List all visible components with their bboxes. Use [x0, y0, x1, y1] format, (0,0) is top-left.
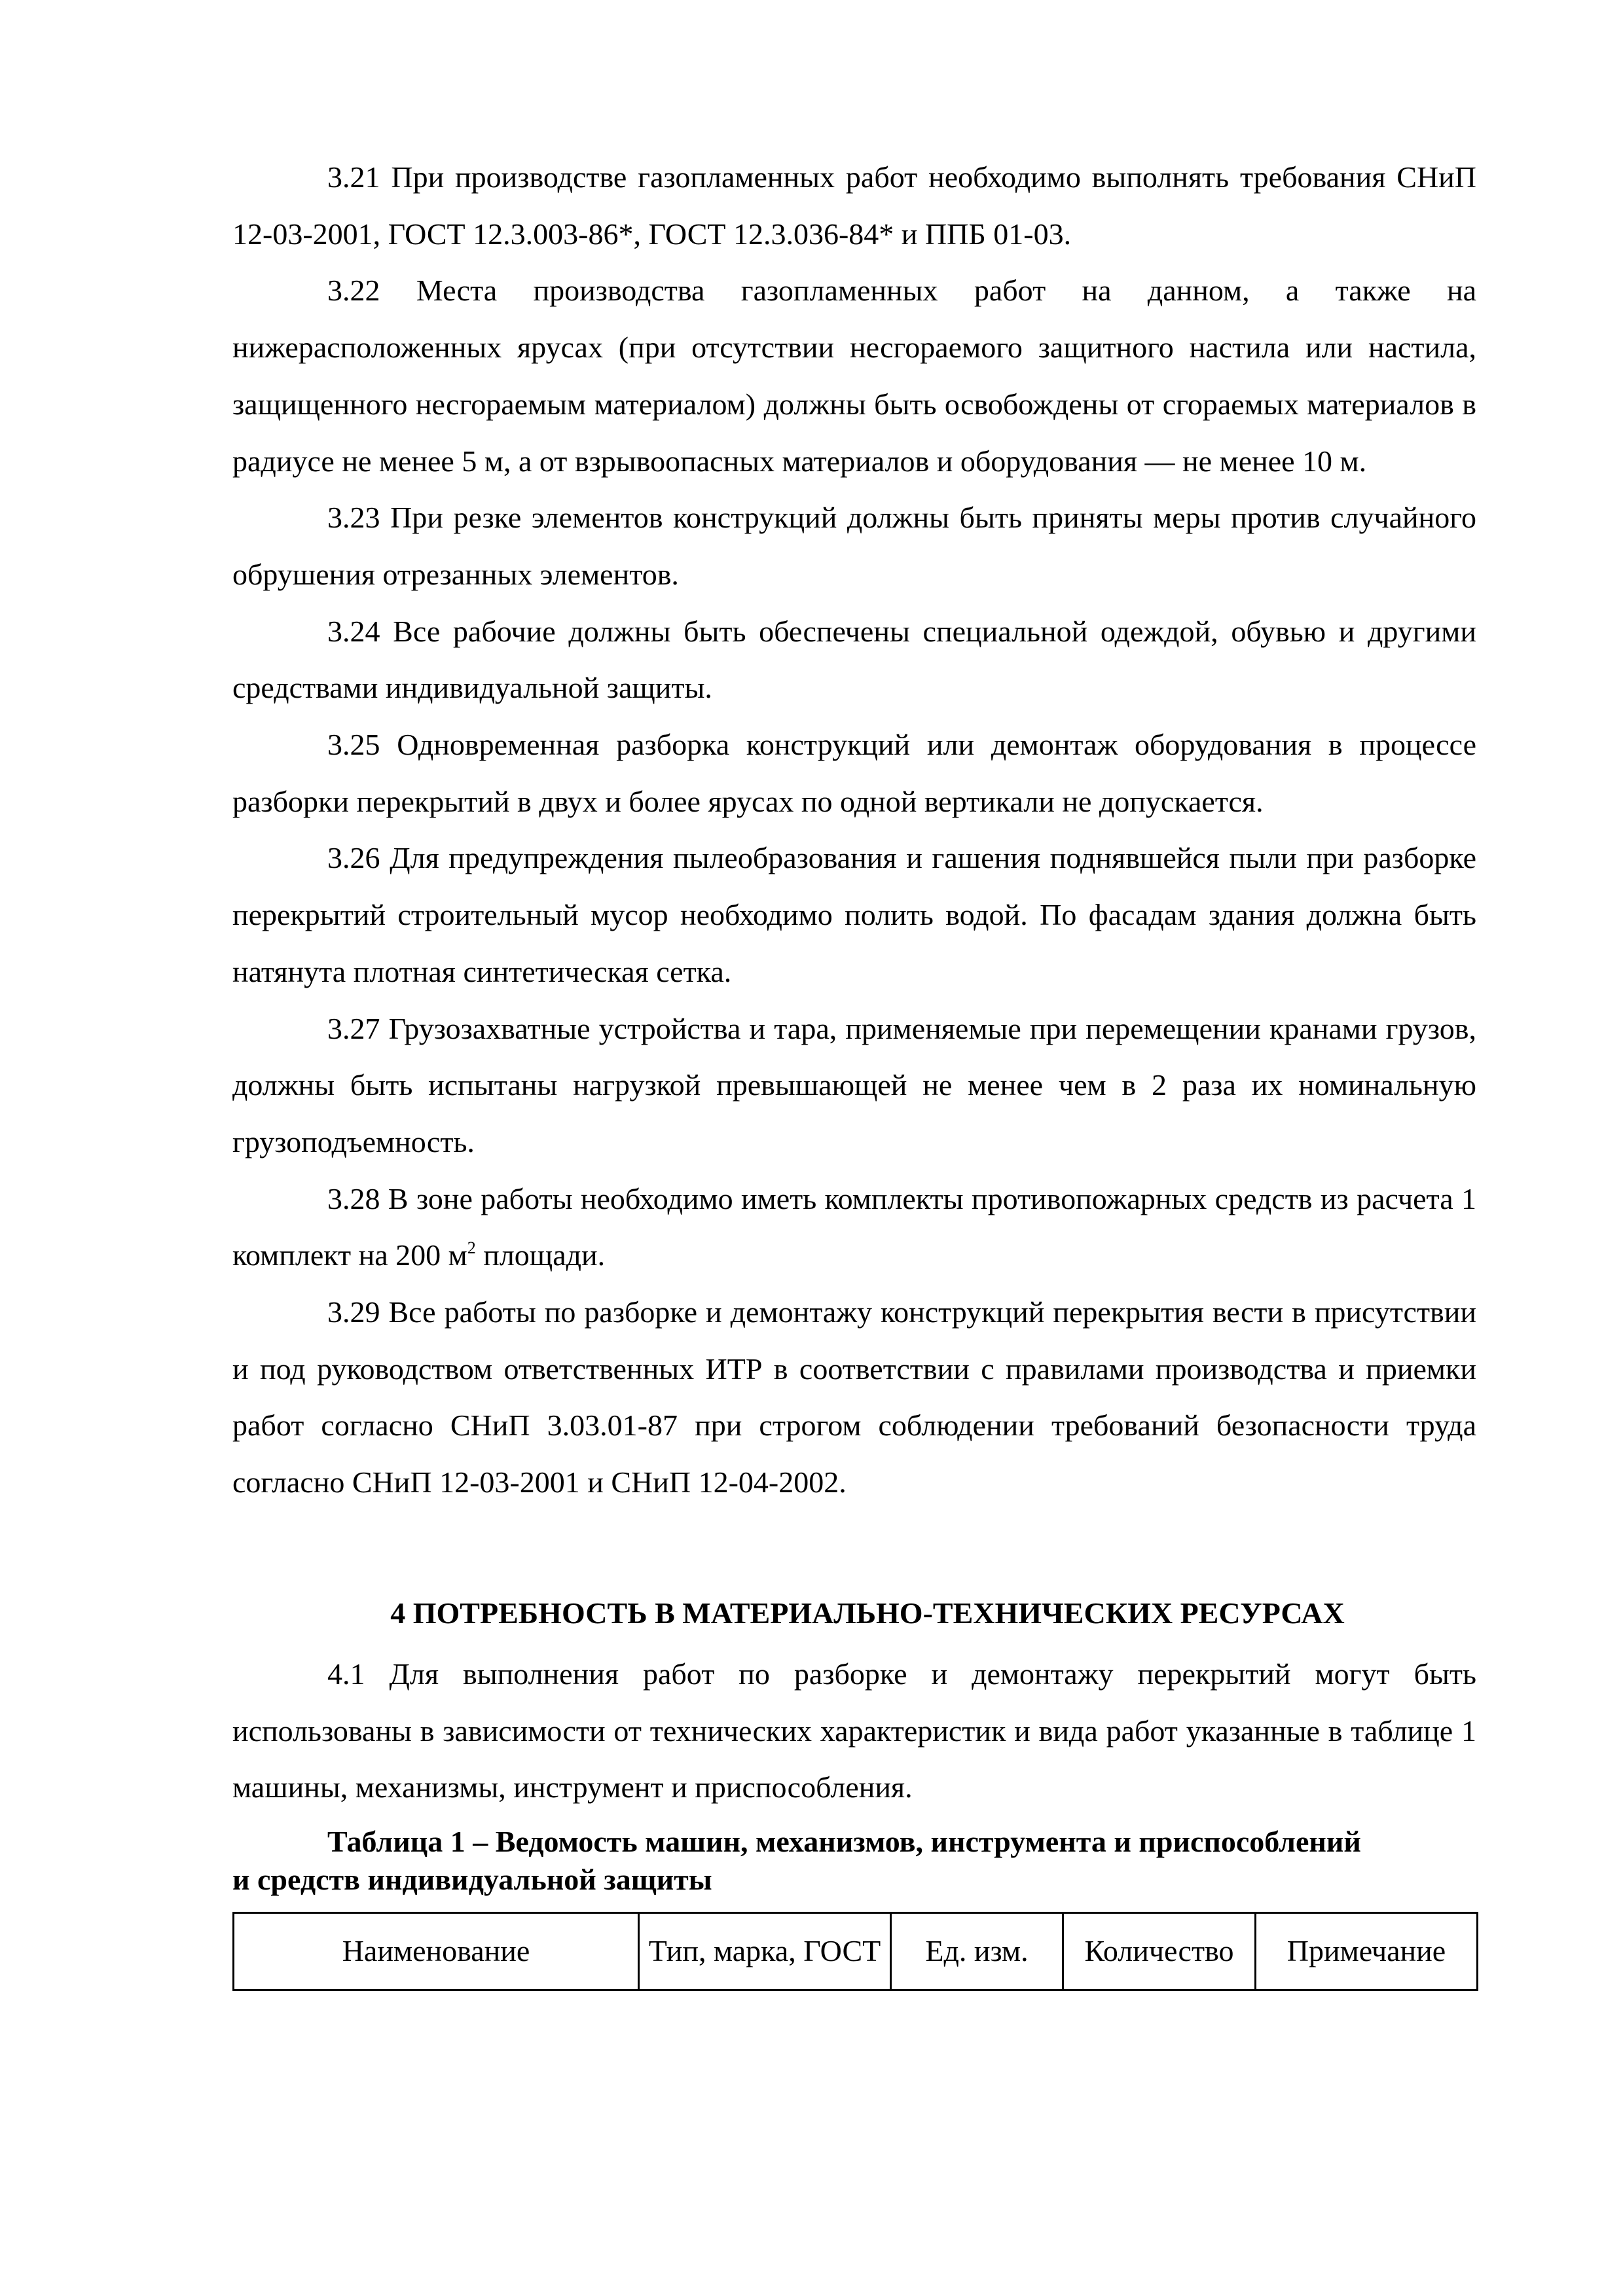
paragraph-3-25: 3.25 Одновременная разборка конструкций или демонтаж оборудования в процессе разборки перекрытий в двух и более ярусах по одной вертикали не допускается. — [232, 728, 1476, 818]
table-header-row — [234, 1912, 1478, 1990]
table-1-caption — [232, 1823, 1476, 1899]
paragraph-3-26: 3.26 Для предупреждения пылеобразования и гашения поднявшейся пыли при разборке перекрытий строительный мусор необходимо полить водой. По фасадам здания должна быть натянута плотная синтетическая сетка. — [232, 841, 1476, 988]
paragraph-3-28-after: площади. — [475, 1238, 606, 1272]
paragraph-3-28 — [232, 1171, 1476, 1284]
paragraph-3-24: 3.24 Все рабочие должны быть обеспечены специальной одеждой, обувью и другими средствами индивидуальной защиты. — [232, 614, 1476, 705]
section-4-heading: 4 ПОТРЕБНОСТЬ В МАТЕРИАЛЬНО-ТЕХНИЧЕСКИХ РЕСУРСАХ — [390, 1596, 1345, 1630]
paragraph-3-21: 3.21 При производстве газопламенных работ необходимо выполнять требования СНиП 12-03-2001, ГОСТ 12.3.003-86*, ГОСТ 12.3.036-84* и ППБ 01-03. — [232, 160, 1476, 251]
document-page — [232, 149, 1476, 1991]
table-1-caption-line2: и средств индивидуальной защиты — [232, 1862, 712, 1896]
paragraph-4-1: 4.1 Для выполнения работ по разборке и демонтажу перекрытий могут быть использованы в зависимости от технических характеристик и вида работ указанные в таблице 1 машины, механизмы, инструмент и приспособления. — [232, 1657, 1476, 1804]
header-unit: Ед. изм. — [891, 1912, 1063, 1990]
header-type-brand-gost: Тип, марка, ГОСТ — [639, 1912, 891, 1990]
header-quantity: Количество — [1063, 1912, 1256, 1990]
paragraph-3-28-text: 3.28 В зоне работы необходимо иметь комплекты противопожарных средств из расчета 1 комплект на 200 м — [232, 1181, 1476, 1272]
paragraph-3-22: 3.22 Места производства газопламенных работ на данном, а также на нижерасположенных ярусах (при отсутствии несгораемого защитного настила или настила, защищенного несгораемым материалом) должны быть освобождены от сгораемых материалов в радиусе не менее 5 м, а от взрывоопасных материалов и оборудования — не менее 10 м. — [232, 274, 1476, 478]
paragraph-3-29: 3.29 Все работы по разборке и демонтажу конструкций перекрытия вести в присутствии и под руководством ответственных ИТР в соответствии с правилами производства и приемки работ согласно СНиП 3.03.01-87 при строгом соблюдении требований безопасности труда согласно СНиП 12-03-2001 и СНиП 12-04-2002. — [232, 1295, 1476, 1499]
table-1 — [232, 1912, 1478, 1991]
paragraph-3-27: 3.27 Грузозахватные устройства и тара, применяемые при перемещении кранами грузов, должны быть испытаны нагрузкой превышающей не менее чем в 2 раза их номинальную грузоподъемность. — [232, 1011, 1476, 1158]
superscript-squared: 2 — [467, 1238, 476, 1258]
paragraph-3-23: 3.23 При резке элементов конструкций должны быть приняты меры против случайного обрушения отрезанных элементов. — [232, 501, 1476, 591]
header-note: Примечание — [1256, 1912, 1478, 1990]
header-name: Наименование — [234, 1912, 639, 1990]
table-1-caption-line1: Таблица 1 – Ведомость машин, механизмов, инструмента и приспособлений — [327, 1824, 1361, 1858]
